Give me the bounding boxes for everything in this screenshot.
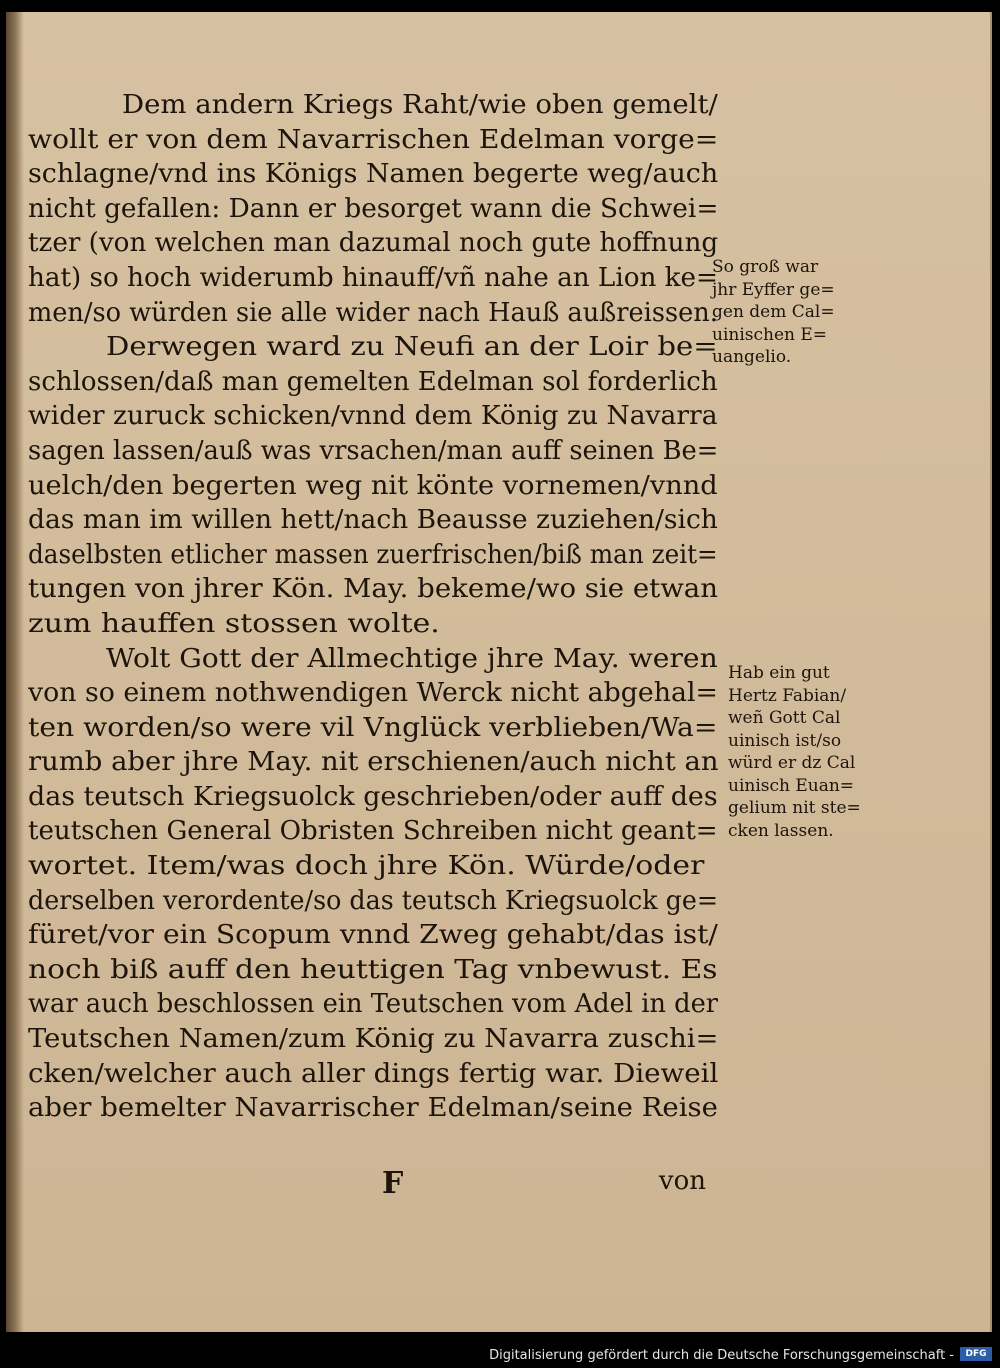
catchword: von [658, 1166, 706, 1196]
text-line: men/so würden sie alle wider nach Hauß außreissen. [28, 297, 718, 328]
marginal-note-line: Hab ein gut [728, 663, 830, 683]
text-line: tzer (von welchen man dazumal noch gute hoffnung [28, 228, 718, 259]
marginal-note-line: Hertz Fabian/ [728, 685, 847, 706]
text-line: wortet. Item/was doch jhre Kön. Würde/oder [28, 851, 705, 882]
text-line: schlagne/vnd ins Königs Namen begerte weg/auch [28, 159, 718, 190]
text-line: aber bemelter Navarrischer Edelman/seine Reise [28, 1093, 718, 1124]
text-line: war auch beschlossen ein Teutschen vom Adel in der [28, 989, 718, 1020]
signature-mark: F [382, 1166, 404, 1201]
marginal-note-line: jhr Eyffer ge= [712, 279, 835, 300]
marginal-note-2 [728, 662, 888, 842]
text-line: Dem andern Kriegs Raht/wie oben gemelt/ [122, 90, 718, 120]
text-line: das teutsch Kriegsuolck geschrieben/oder auff des [28, 781, 718, 812]
marginal-note-line: weñ Gott Cal [728, 708, 841, 728]
text-line: Derwegen ward zu Neufi an der Loir be= [106, 332, 718, 363]
text-line: rumb aber jhre May. nit erschienen/auch nicht an [28, 747, 718, 778]
marginal-note-line: gelium nit ste= [728, 798, 861, 818]
marginal-note-line: cken lassen. [728, 820, 834, 841]
text-line: zum hauffen stossen wolte. [28, 608, 440, 639]
marginal-note-line: würd er dz Cal [728, 753, 856, 773]
dfg-logo-icon: DFG [960, 1347, 992, 1361]
text-line: tungen von jhrer Kön. May. bekeme/wo sie etwan [28, 574, 718, 605]
text-line: derselben verordente/so das teutsch Kriegsuolck ge= [28, 885, 718, 916]
manuscript-page [6, 12, 992, 1332]
main-text-block [28, 88, 718, 1126]
text-line: noch biß auff den heuttigen Tag vnbewust. Es [28, 954, 718, 985]
text-line: hat) so hoch widerumb hinauff/vñ nahe an Lion ke= [28, 262, 718, 293]
text-line: Wolt Gott der Allmechtige jhre May. weren [106, 643, 718, 674]
text-line: nicht gefallen: Dann er besorget wann die Schwei= [28, 193, 718, 224]
text-line: füret/vor ein Scopum vnnd Zweg gehabt/das ist/ [28, 920, 718, 951]
text-line: schlossen/daß man gemelten Edelman sol forderlich [28, 366, 718, 397]
marginal-note-line: uinisch Euan= [728, 775, 855, 796]
marginal-note-1 [712, 256, 872, 369]
text-line: wider zuruck schicken/vnnd dem König zu Navarra [28, 401, 718, 432]
text-line: das man im willen hett/nach Beausse zuziehen/sich [28, 505, 718, 536]
text-line: cken/welcher auch aller dings fertig war. Dieweil [28, 1058, 718, 1089]
text-line: daselbsten etlicher massen zuerfrischen/biß man zeit= [28, 539, 718, 570]
text-line: uelch/den begerten weg nit könte vornemen/vnnd [28, 470, 718, 501]
text-line: sagen lassen/auß was vrsachen/man auff seinen Be= [28, 435, 718, 466]
marginal-note-line: uinisch ist/so [728, 730, 842, 751]
text-line: Teutschen Namen/zum König zu Navarra zuschi= [28, 1024, 718, 1055]
marginal-note-line: gen dem Cal= [712, 302, 835, 322]
text-line: ten worden/so were vil Vnglück verblieben/Wa= [28, 712, 718, 743]
marginal-note-line: uangelio. [712, 347, 792, 367]
page-catchwords [366, 1166, 716, 1202]
marginal-note-line: So groß war [712, 257, 819, 277]
text-line: von so einem nothwendigen Werck nicht abgehal= [28, 678, 718, 709]
footer-bar [0, 1340, 1000, 1368]
text-line: teutschen General Obristen Schreiben nicht geant= [28, 816, 718, 847]
funding-notice: Digitalisierung gefördert durch die Deutsche Forschungsgemeinschaft - [489, 1348, 954, 1363]
marginal-note-line: uinischen E= [712, 324, 828, 345]
text-line: wollt er von dem Navarrischen Edelman vorge= [28, 124, 718, 155]
